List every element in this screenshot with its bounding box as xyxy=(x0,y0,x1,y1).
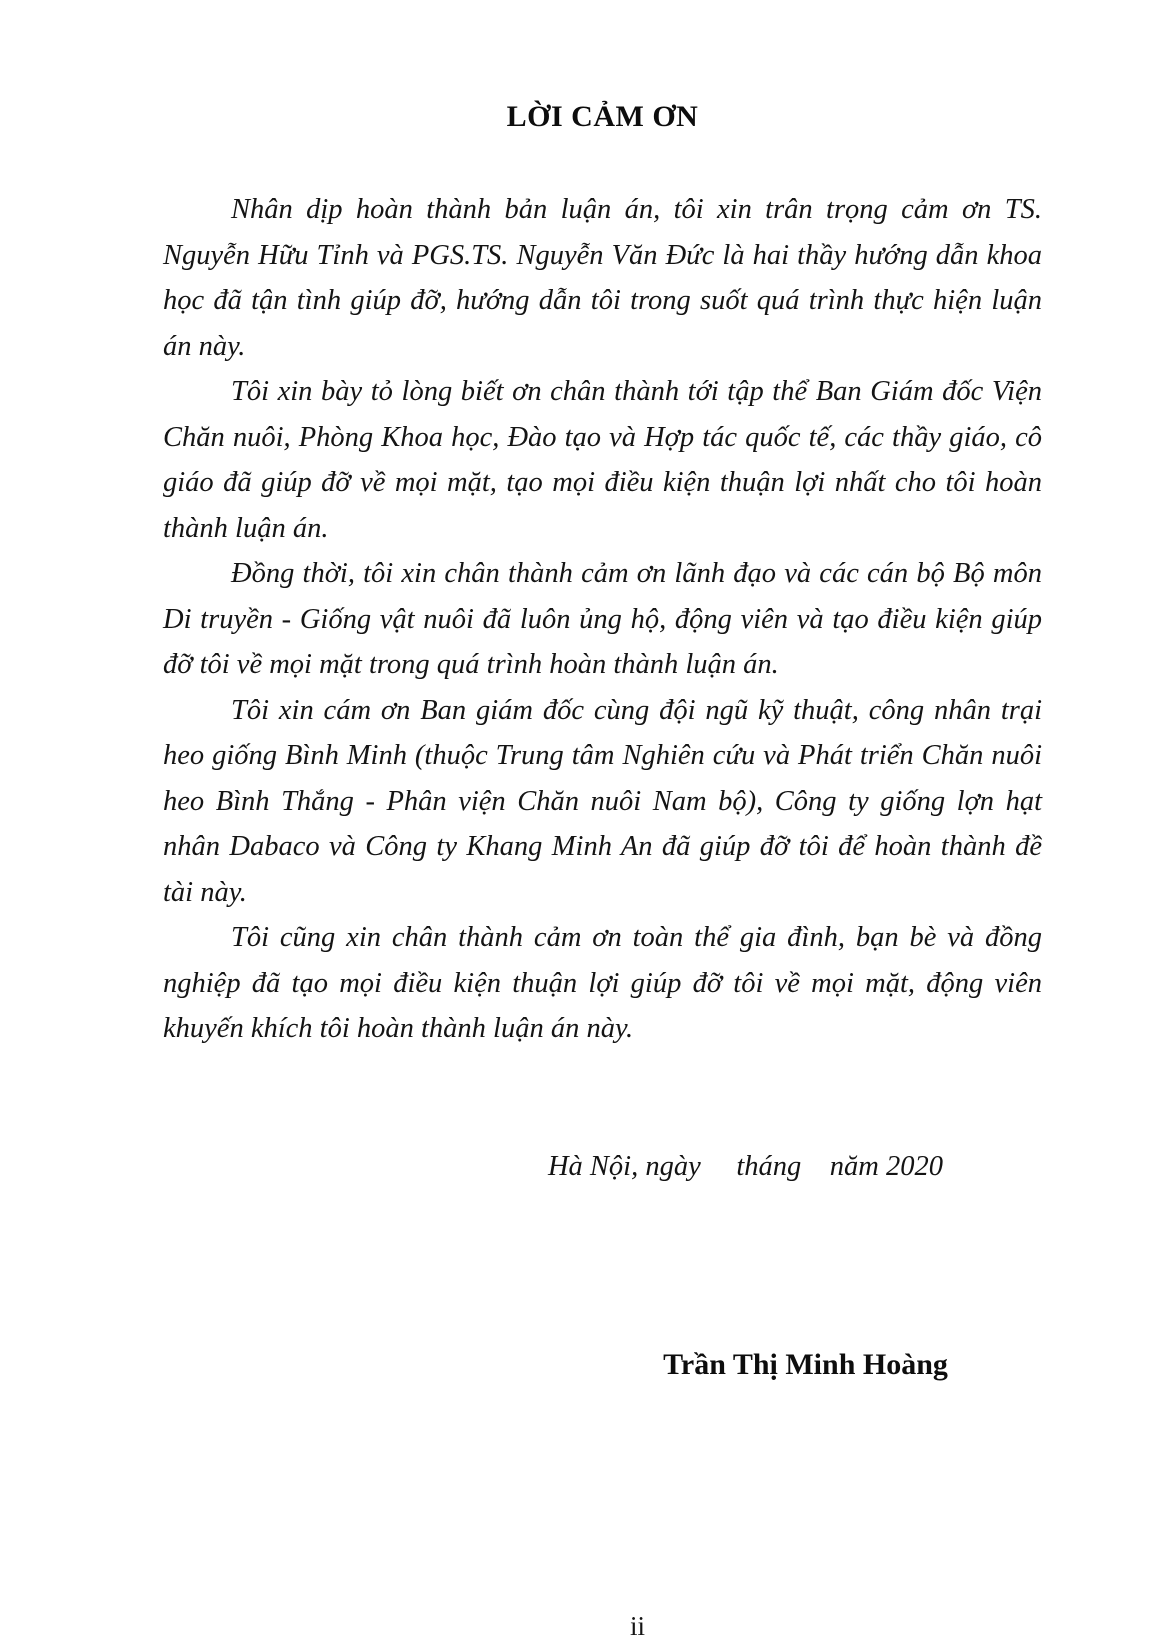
date-line: Hà Nội, ngày tháng năm 2020 xyxy=(547,1150,944,1182)
body-paragraph: Tôi cũng xin chân thành cảm ơn toàn thể gia đình, bạn bè và đồng nghiệp đã tạo mọi điều kiện thuận lợi giúp đỡ tôi về mọi mặt, động viên khuyến khích tôi hoàn thành luận án này. xyxy=(163,922,1042,1044)
body-paragraph: Đồng thời, tôi xin chân thành cảm ơn lãnh đạo và các cán bộ Bộ môn Di truyền - Giống vật nuôi đã luôn ủng hộ, động viên và tạo điều kiện giúp đỡ tôi về mọi mặt trong quá trình hoàn thành luận án. xyxy=(163,558,1042,680)
page-number: ii xyxy=(629,1610,645,1637)
body-paragraph: Tôi xin cám ơn Ban giám đốc cùng đội ngũ kỹ thuật, công nhân trại heo giống Bình Minh (thuộc Trung tâm Nghiên cứu và Phát triển Chăn nuôi heo Bình Thắng - Phân viện Chăn nuôi Nam bộ), Công ty giống lợn hạt nhân Dabaco và Công ty Khang Minh An đã giúp đỡ tôi để hoàn thành đề tài này. xyxy=(163,694,1042,908)
signature-name: Trần Thị Minh Hoàng xyxy=(663,1347,948,1381)
body-paragraph: Tôi xin bày tỏ lòng biết ơn chân thành tới tập thể Ban Giám đốc Viện Chăn nuôi, Phòng Khoa học, Đào tạo và Hợp tác quốc tế, các thầy giáo, cô giáo đã giúp đỡ về mọi mặt, tạo mọi điều kiện thuận lợi nhất cho tôi hoàn thành luận án. xyxy=(163,376,1042,544)
body-paragraph: Nhân dịp hoàn thành bản luận án, tôi xin trân trọng cảm ơn TS. Nguyễn Hữu Tỉnh và PGS.TS. Nguyễn Văn Đức là hai thầy hướng dẫn khoa học đã tận tình giúp đỡ, hướng dẫn tôi trong suốt quá trình thực hiện luận án này. xyxy=(163,194,1042,362)
page-title: LỜI CẢM ƠN xyxy=(506,100,699,133)
body-text xyxy=(163,187,1042,1052)
